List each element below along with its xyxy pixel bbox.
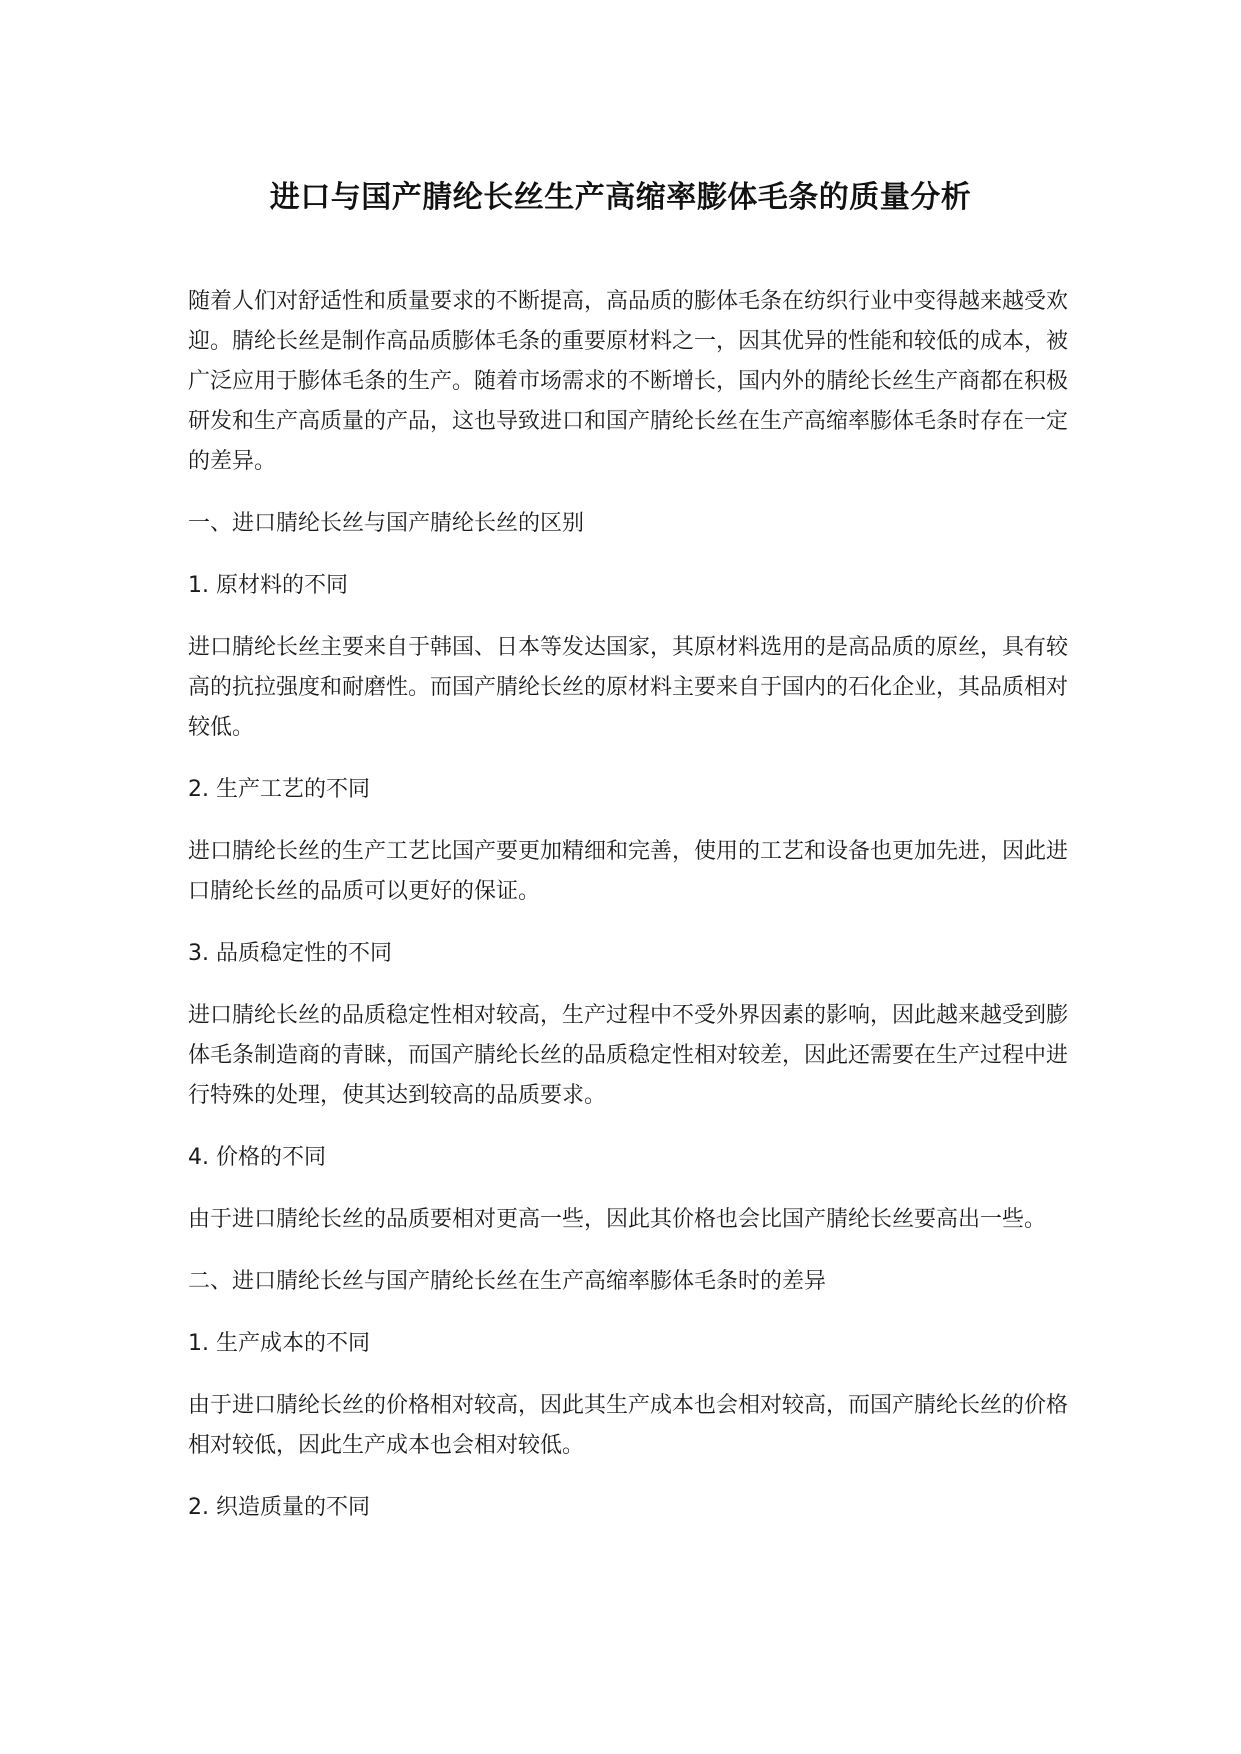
paragraph-1-4: 由于进口腈纶长丝的品质要相对更高一些，因此其价格也会比国产腈纶长丝要高出一些。	[188, 1207, 1047, 1232]
intro-paragraph: 随着人们对舒适性和质量要求的不断提高，高品质的膨体毛条在纺织行业中变得越来越受欢迎。腈纶长丝是制作高品质膨体毛条的重要原材料之一，因其优异的性能和较低的成本，被广泛应用于膨体毛条的生产。随着市场需求的不断增长，国内外的腈纶长丝生产商都在积极研发和生产高质量的产品，这也导致进口和国产腈纶长丝在生产高缩率膨体毛条时存在一定的差异。	[188, 289, 1069, 474]
section-heading-2: 二、进口腈纶长丝与国产腈纶长丝在生产高缩率膨体毛条时的差异	[188, 1269, 827, 1294]
subsection-heading-1-1: 1. 原材料的不同	[188, 573, 348, 598]
subsection-heading-1-2: 2. 生产工艺的不同	[188, 777, 370, 802]
document-title: 进口与国产腈纶长丝生产高缩率膨体毛条的质量分析	[269, 180, 972, 215]
subsection-heading-2-2: 2. 织造质量的不同	[188, 1495, 370, 1520]
subsection-heading-1-4: 4. 价格的不同	[188, 1145, 326, 1170]
document-body	[188, 282, 1068, 1550]
paragraph-1-1: 进口腈纶长丝主要来自于韩国、日本等发达国家，其原材料选用的是高品质的原丝，具有较高的抗拉强度和耐磨性。而国产腈纶长丝的原材料主要来自于国内的石化企业，其品质相对较低。	[188, 635, 1069, 740]
section-heading-1: 一、进口腈纶长丝与国产腈纶长丝的区别	[188, 511, 585, 536]
paragraph-1-3: 进口腈纶长丝的品质稳定性相对较高，生产过程中不受外界因素的影响，因此越来越受到膨体毛条制造商的青睐，而国产腈纶长丝的品质稳定性相对较差，因此还需要在生产过程中进行特殊的处理，使其达到较高的品质要求。	[188, 1003, 1069, 1108]
subsection-heading-1-3: 3. 品质稳定性的不同	[188, 941, 392, 966]
paragraph-1-2: 进口腈纶长丝的生产工艺比国产要更加精细和完善，使用的工艺和设备也更加先进，因此进口腈纶长丝的品质可以更好的保证。	[188, 839, 1069, 904]
paragraph-2-1: 由于进口腈纶长丝的价格相对较高，因此其生产成本也会相对较高，而国产腈纶长丝的价格相对较低，因此生产成本也会相对较低。	[188, 1393, 1069, 1458]
subsection-heading-2-1: 1. 生产成本的不同	[188, 1331, 370, 1356]
